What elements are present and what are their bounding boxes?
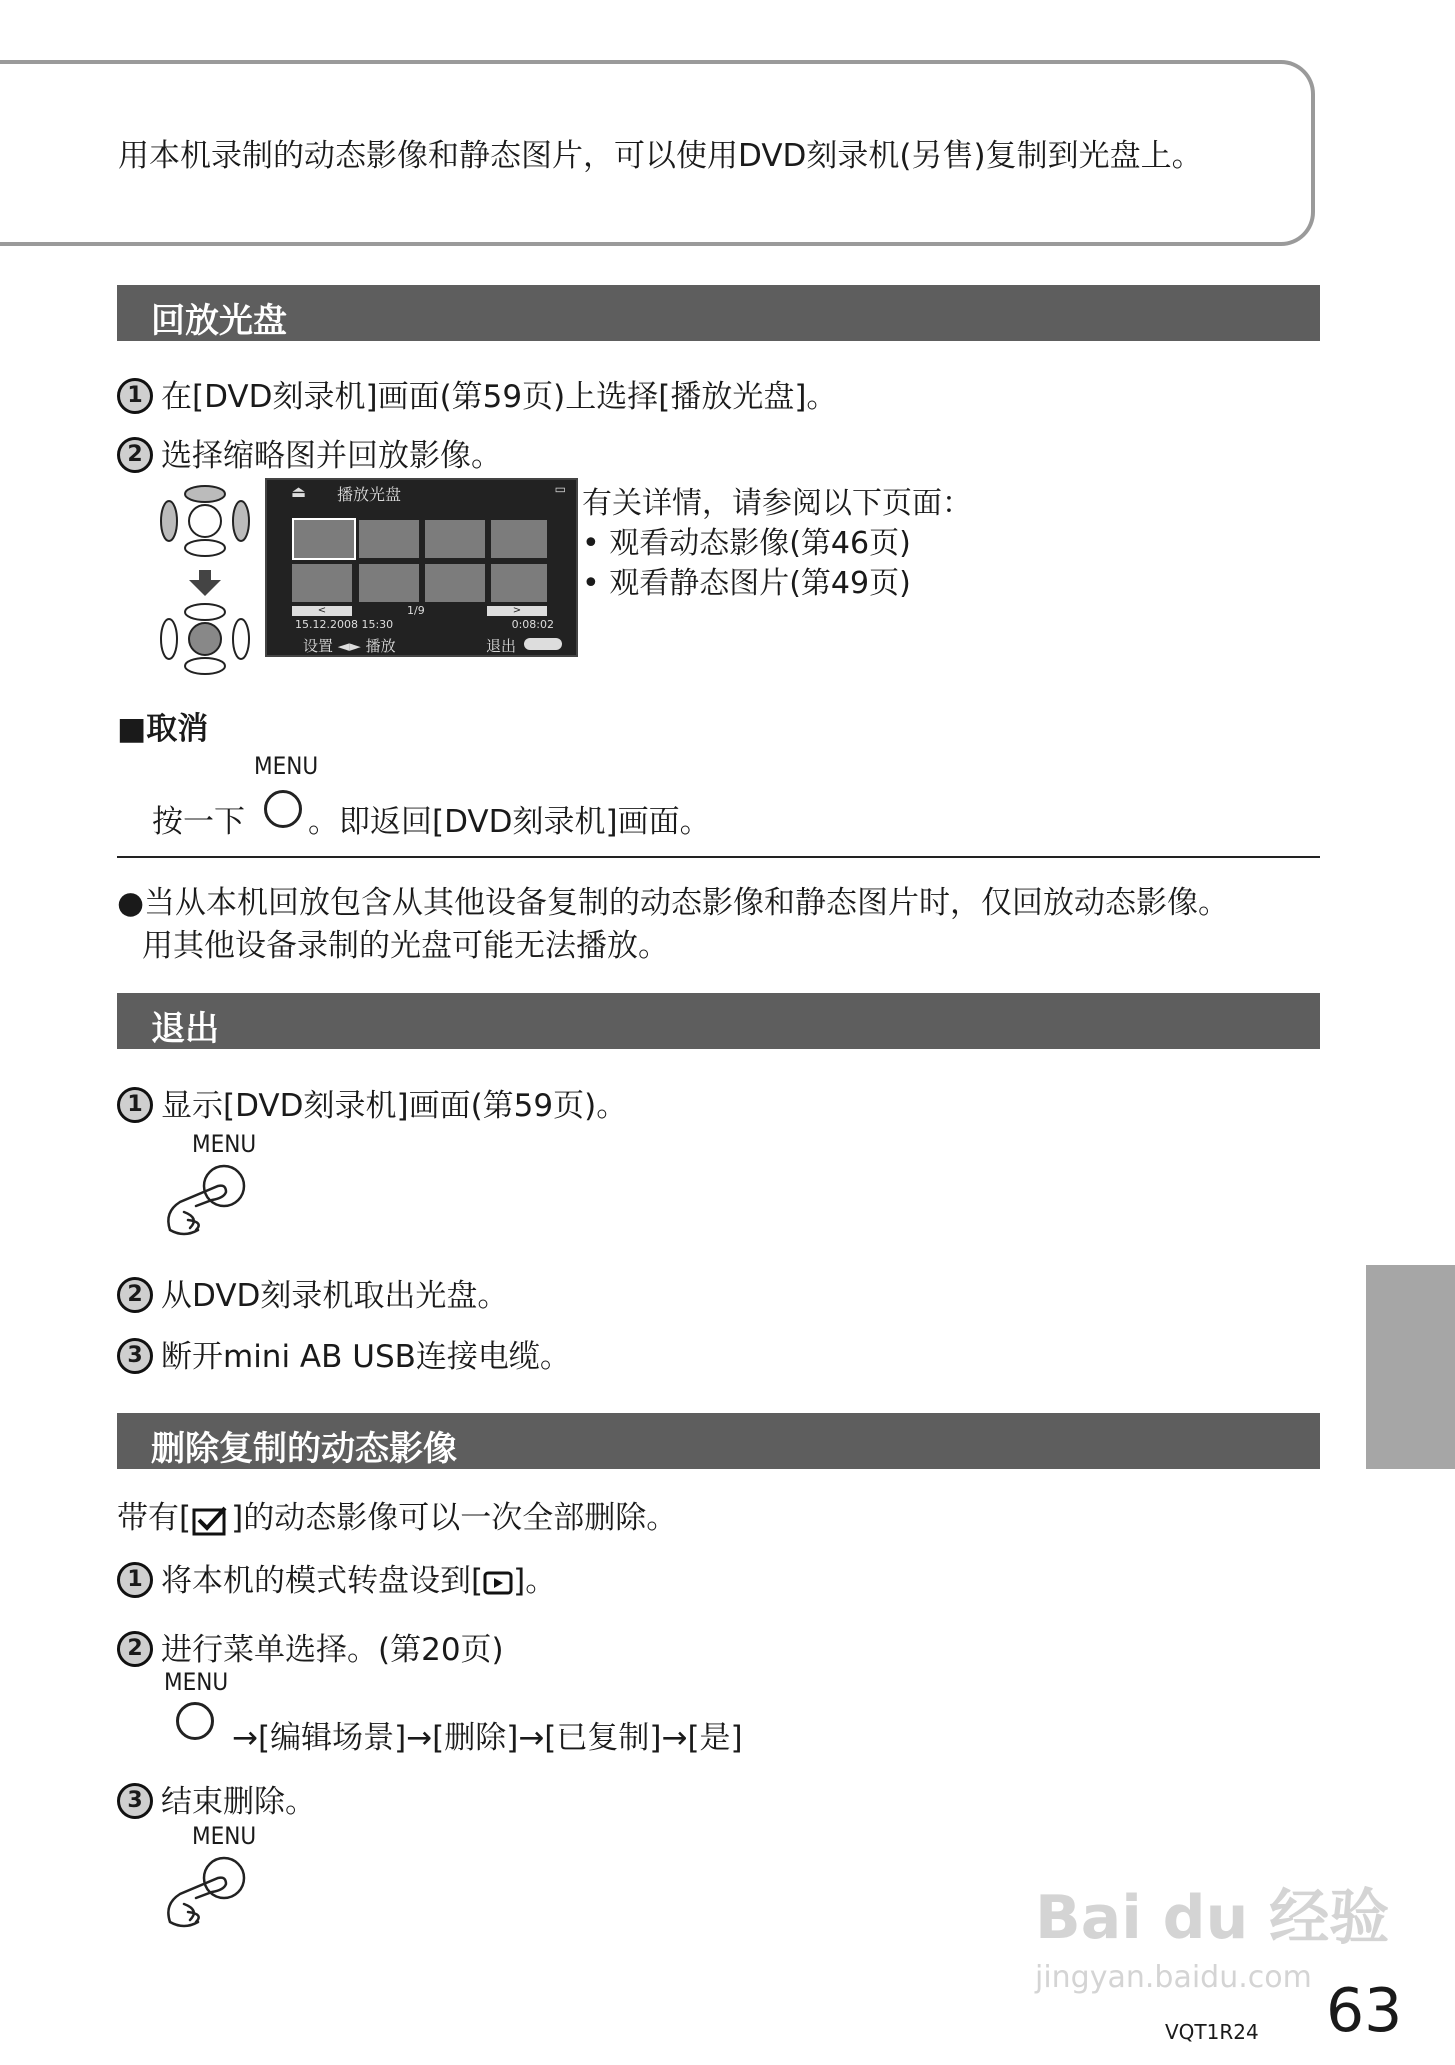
note-line-2: 用其他设备录制的光盘可能无法播放。 xyxy=(142,928,669,964)
menu-button-icon[interactable] xyxy=(176,1702,214,1740)
joystick-diagram xyxy=(155,484,255,694)
lcd-header xyxy=(267,480,576,502)
section-header-delete xyxy=(117,1413,1320,1469)
disc-icon: ▭ xyxy=(554,482,566,496)
exit-step-1 xyxy=(117,1080,627,1126)
finger-press-icon xyxy=(160,1160,260,1240)
step-number: 3 xyxy=(117,1783,153,1819)
step-text-before: 将本机的模式转盘设到[ xyxy=(161,1563,484,1599)
menu-label: MENU xyxy=(164,1668,229,1696)
lcd-footer xyxy=(267,633,576,655)
step-text-after: ]。 xyxy=(513,1563,557,1599)
step-number: 1 xyxy=(117,378,153,414)
cancel-press-text: 按一下 xyxy=(152,804,245,840)
copied-checkbox-icon xyxy=(191,1504,231,1536)
step-number: 3 xyxy=(117,1338,153,1374)
details-heading: 有关详情，请参阅以下页面： xyxy=(582,486,972,521)
step-number: 2 xyxy=(117,1277,153,1313)
joystick-left-right-icon xyxy=(161,486,249,556)
lcd-footer-right: 退出 xyxy=(485,637,516,655)
playback-step-1 xyxy=(117,371,837,417)
thumbnail[interactable] xyxy=(425,520,485,558)
thumbnail[interactable] xyxy=(491,564,547,602)
section-header-exit xyxy=(117,993,1320,1049)
watermark-url: jingyan.baidu.com xyxy=(1035,1960,1312,1995)
cancel-result-text: 。即返回[DVD刻录机]画面。 xyxy=(308,804,711,840)
thumbnail[interactable] xyxy=(425,564,485,602)
thumbnail[interactable] xyxy=(359,520,419,558)
step-text: 断开mini AB USB连接电缆。 xyxy=(161,1339,571,1375)
step-number: 2 xyxy=(117,437,153,473)
section-title: 退出 xyxy=(151,1009,219,1049)
menu-button-icon[interactable] xyxy=(264,790,302,828)
lcd-title: 播放光盘 xyxy=(337,485,402,504)
step-text: 结束删除。 xyxy=(161,1784,316,1820)
step-text: 显示[DVD刻录机]画面(第59页)。 xyxy=(161,1088,628,1124)
playback-step-2 xyxy=(117,430,502,476)
cancel-title: ■取消 xyxy=(117,711,209,747)
lcd-page-indicator: 1/9 xyxy=(407,604,425,617)
thumbnail[interactable] xyxy=(292,564,352,602)
step-number: 1 xyxy=(117,1562,153,1598)
prev-page-button[interactable]: < xyxy=(292,606,352,616)
delete-step-1 xyxy=(117,1555,556,1601)
page-number: 63 xyxy=(1326,1976,1403,2046)
lcd-datetime: 15.12.2008 15:30 xyxy=(295,618,394,631)
details-item: • 观看静态图片(第49页) xyxy=(582,566,911,601)
side-tab xyxy=(1366,1265,1455,1469)
arrow-down-icon xyxy=(189,570,221,596)
delete-step-3 xyxy=(117,1776,316,1822)
menu-pill-icon xyxy=(524,638,562,650)
lcd-footer-left: 设置 ◄► 播放 xyxy=(303,637,396,655)
model-code: VQT1R24 xyxy=(1165,2020,1259,2044)
playback-mode-icon xyxy=(483,1570,513,1596)
delete-intro-before: 带有[ xyxy=(117,1500,192,1536)
section-title: 删除复制的动态影像 xyxy=(151,1429,457,1469)
lcd-duration: 0:08:02 xyxy=(511,618,554,631)
baidu-watermark: Bai du 经验 xyxy=(1035,1883,1390,1953)
thumbnail[interactable] xyxy=(491,520,547,558)
details-item: • 观看动态影像(第46页) xyxy=(582,526,911,561)
finger-press-icon xyxy=(160,1852,260,1932)
joystick-press-icon xyxy=(161,604,249,674)
exit-step-2 xyxy=(117,1270,508,1316)
step-number: 1 xyxy=(117,1087,153,1123)
divider xyxy=(117,856,1320,858)
step-number: 2 xyxy=(117,1631,153,1667)
note-line-1: ●当从本机回放包含从其他设备复制的动态影像和静态图片时，仅回放动态影像。 xyxy=(117,885,1230,921)
next-page-button[interactable]: > xyxy=(487,606,547,616)
section-title: 回放光盘 xyxy=(151,301,287,341)
eject-icon: ⏏ xyxy=(291,482,307,501)
delete-intro xyxy=(117,1492,677,1537)
step-text: 在[DVD刻录机]画面(第59页)上选择[播放光盘]。 xyxy=(161,379,838,415)
menu-label: MENU xyxy=(254,752,319,780)
menu-label: MENU xyxy=(192,1130,257,1158)
intro-text: 用本机录制的动态影像和静态图片，可以使用DVD刻录机(另售)复制到光盘上。 xyxy=(118,138,1203,174)
exit-step-3 xyxy=(117,1331,571,1377)
lcd-thumbnail-screen xyxy=(265,478,578,657)
step-text: 选择缩略图并回放影像。 xyxy=(161,438,502,474)
delete-intro-after: ]的动态影像可以一次全部删除。 xyxy=(231,1500,678,1536)
delete-step-2 xyxy=(117,1624,504,1670)
thumbnail[interactable] xyxy=(359,564,419,602)
step-text: 从DVD刻录机取出光盘。 xyxy=(161,1278,509,1314)
section-header-playback xyxy=(117,285,1320,341)
thumbnail[interactable] xyxy=(292,518,356,560)
menu-path: →[编辑场景]→[删除]→[已复制]→[是] xyxy=(232,1720,743,1756)
step-text: 进行菜单选择。(第20页) xyxy=(161,1632,504,1668)
menu-label: MENU xyxy=(192,1822,257,1850)
